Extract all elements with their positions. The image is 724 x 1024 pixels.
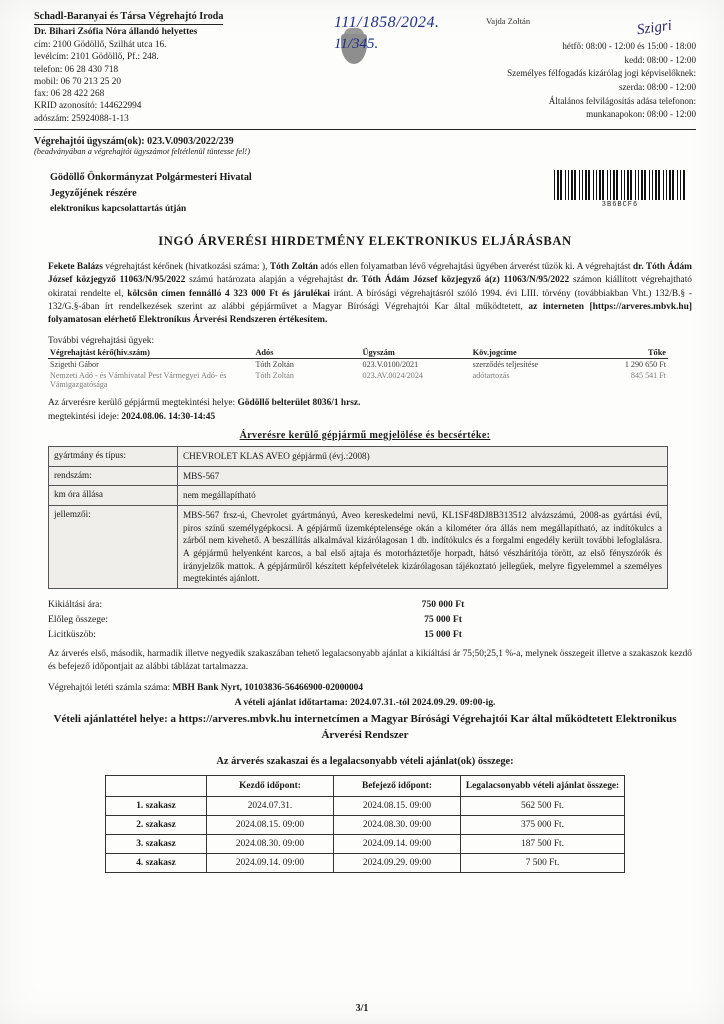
issuer-mobile: mobil: 06 70 213 25 20 xyxy=(34,76,122,87)
stages-col-end: Befejező időpont: xyxy=(334,775,461,796)
addressee-block xyxy=(34,170,252,216)
stage-min-bid: 187 500 Ft. xyxy=(461,834,625,853)
stages-col-empty xyxy=(106,775,207,796)
issuer-fax: fax: 06 28 422 268 xyxy=(34,89,105,100)
handwritten-stamp-number: 111/1858/2024. xyxy=(334,14,440,31)
price-table xyxy=(48,597,518,642)
debtor-name: Tóth Zoltán xyxy=(269,262,319,272)
vehicle-key-odometer: km óra állása xyxy=(49,486,178,506)
table-row xyxy=(48,627,518,642)
stage-min-bid: 562 500 Ft. xyxy=(461,796,625,815)
inspection-time-label: megtekintési ideje: xyxy=(48,411,120,422)
cell-principal: 845 541 Ft xyxy=(630,370,666,380)
other-cases-table xyxy=(48,348,668,390)
page-title: INGÓ ÁRVERÉSI HIRDETMÉNY ELEKTRONIKUS ELJÁRÁSBAN xyxy=(158,234,572,248)
issuer-officer: Dr. Bihari Zsófia Nóra állandó helyettes xyxy=(34,26,198,38)
stage-note-paragraph: Az árverés első, második, harmadik illetve negyedik szakaszában tehető legalacsonyabb ajánlat a kikiáltási ár 75;50;25,1 %-a, melynek összegeit illetve a szakaszok kezdő és befejező időpontjait az alábbi táblázat tartalmazza. xyxy=(48,649,692,673)
page-number: 3/1 xyxy=(355,1003,369,1014)
office-hours-line-4: szerda: 08:00 - 12:00 xyxy=(618,81,696,92)
office-hours-line-6: munkanapokon: 08:00 - 12:00 xyxy=(586,109,696,120)
bid-period-line: A vételi ajánlat időtartama: 2024.07.31.-tól 2024.09.29. 09:00-ig. xyxy=(234,696,496,708)
other-cases-heading: További végrehajtási ügyek: xyxy=(48,335,155,346)
col-creditor: Végrehajtást kérő(hiv.szám) xyxy=(48,348,253,359)
table-row xyxy=(49,446,668,466)
cell-creditor: Szigethi Gábor xyxy=(50,359,99,369)
barcode-icon xyxy=(554,170,686,200)
stage-min-bid: 375 000 Ft. xyxy=(461,815,625,834)
addressee-line-2: Jegyzőjének részére xyxy=(50,187,137,199)
inspection-place-value: Gödöllő belterület 8036/1 hrsz. xyxy=(237,397,361,408)
col-claimtype: Köv.jogcíme xyxy=(471,348,589,359)
inspection-place-line xyxy=(48,396,696,410)
notary-document: dr. Tóth Ádám József közjegyző á(z) 11063/N/95/2022 xyxy=(347,275,570,286)
col-principal: Tőke xyxy=(589,348,668,359)
table-row xyxy=(48,370,668,390)
stage-name: 4. szakasz xyxy=(106,853,207,872)
case-number-label: Végrehajtói ügyszám(ok): xyxy=(34,135,145,147)
cell-claimtype: adótartozás xyxy=(472,370,510,380)
vehicle-value-features: MBS-567 frsz-ú, Chevrolet gyártmányú, Aveo kereskedelmi nevű, KL1SF48DJ8B313512 alvázszámú, 2008-as gyártási évű, piros színű személygépkocsi. A gépjármű üzemképtelensége okán a kilométer óra állás nem megállapítható, az indítókulcs a zárból nem kivehető. A beszállítás alkalmával kizárólagosan 1 db. indítókulcs és a forgalmi engedély került további lefoglalásra. A gépjármű helyenként karcos, a bal első ajtaja és motorháztetője horpadt, hátsó vészhárítója törött, az első fényszórók és irányjelzők mattok. A gépjárműről készített képfelvételek kizárólagosan tájékoztató jellegűek, melyre figyelemmel a személyes megtekintés ajánlott. xyxy=(178,506,668,589)
stage-name: 3. szakasz xyxy=(106,834,207,853)
stage-end: 2024.09.29. 09:00 xyxy=(334,853,461,872)
table-row xyxy=(106,853,625,872)
stage-start: 2024.08.30. 09:00 xyxy=(207,834,334,853)
table-row xyxy=(49,466,668,486)
stages-heading: Az árverés szakaszai és a legalacsonyabb vételi ajánlat(ok) összege: xyxy=(216,755,514,767)
office-hours-line-3: Személyes félfogadás kizárólag jogi képviselőknek: xyxy=(507,68,696,79)
table-row xyxy=(49,486,668,506)
main-text-4: számon kiállított végrehajtható okiratai rendelte el, xyxy=(48,275,692,299)
cell-debtor: Tóth Zoltán xyxy=(255,370,294,380)
stage-end: 2024.09.14. 09:00 xyxy=(334,834,461,853)
case-number-block xyxy=(34,136,696,156)
stage-end: 2024.08.30. 09:00 xyxy=(334,815,461,834)
handwritten-signature: Szigri xyxy=(635,17,673,39)
office-hours-line-5: Általános felvilágosítás adása telefonon: xyxy=(548,95,696,106)
auction-system-note: az interneten [https://arveres.mbvk.hu] folyamatosan elérhető Elektronikus Árverési Rendszeren értékesítem. xyxy=(48,302,692,326)
price-label-starting: Kikiáltási ára: xyxy=(48,599,103,611)
handwritten-stamp-number-secondary: 11/345. xyxy=(334,36,379,52)
cell-casenumber: 023.AV.0024/2024 xyxy=(362,370,423,380)
inspection-time-value: 2024.08.06. 14:30-14:45 xyxy=(121,411,216,422)
deposit-account-label: Végrehajtói letéti számla száma: xyxy=(48,682,171,693)
cell-principal: 1 290 650 Ft xyxy=(624,359,666,369)
price-value-increment: 15 000 Ft xyxy=(424,629,462,641)
table-row xyxy=(106,796,625,815)
price-value-deposit: 75 000 Ft xyxy=(424,614,462,626)
bid-place-line-1: Vételi ajánlattétel helye: a https://arveres.mbvk.hu internetcímen a Magyar Bírósági Végrehajtói Kar által xyxy=(53,712,553,725)
stage-start: 2024.07.31. xyxy=(207,796,334,815)
inspection-block xyxy=(34,396,696,424)
stages-table xyxy=(105,775,625,873)
barcode-label: 3B6BCF6 xyxy=(601,200,639,209)
inspection-place-label: Az árverésre kerülő gépjármű megtekintési helye: xyxy=(48,397,236,408)
price-label-deposit: Előleg összege: xyxy=(48,614,108,626)
inspection-time-line xyxy=(48,410,696,424)
stage-start: 2024.09.14. 09:00 xyxy=(207,853,334,872)
table-row xyxy=(106,815,625,834)
notary-decision: dr. Tóth Ádám József közjegyző 11063/N/95/2022 xyxy=(48,262,692,286)
deposit-account-value: MBH Bank Nyrt, 10103836-56466900-02000004 xyxy=(172,682,364,693)
deposit-account-line xyxy=(34,683,696,693)
col-casenumber: Ügyszám xyxy=(361,348,471,359)
stage-min-bid: 7 500 Ft. xyxy=(461,853,625,872)
issuer-krid: KRID azonosító: 144622994 xyxy=(34,101,142,112)
handwritten-name-note: Vajda Zoltán xyxy=(486,16,531,26)
vehicle-key-features: jellemzői: xyxy=(49,506,178,589)
case-number-value: 023.V.0903/2022/239 xyxy=(147,135,234,147)
cell-debtor: Tóth Zoltán xyxy=(255,359,294,369)
issuer-address: cím: 2100 Gödöllő, Szilhát utca 16. xyxy=(34,40,167,51)
issuer-office-name: Schadl-Baranyai és Társa Végrehajtó Iroda xyxy=(34,10,223,25)
bid-place-line xyxy=(44,712,686,744)
issuer-mail: levélcím: 2101 Gödöllő, Pf.: 248. xyxy=(34,52,159,63)
creditor-name: Fekete Balázs xyxy=(48,262,103,272)
document-header xyxy=(34,10,696,125)
issuer-block xyxy=(34,10,289,125)
vehicle-table xyxy=(48,446,668,589)
table-header-row xyxy=(48,348,668,359)
cell-casenumber: 023.V.0100/2021 xyxy=(362,359,419,369)
issuer-taxnumber: adószám: 25924088-1-13 xyxy=(34,113,129,124)
addressee-line-3: elektronikus kapcsolattartás útján xyxy=(50,203,187,214)
office-hours-line-1: hétfő: 08:00 - 12:00 és 15:00 - 18:00 xyxy=(562,41,696,51)
vehicle-value-plate: MBS-567 xyxy=(178,466,668,486)
bid-place-line-2: működtetett Elektronikus Árverési Rendszer xyxy=(321,712,677,741)
main-text-3: számú határozata alapján a végrehajtást xyxy=(185,275,348,286)
stage-name: 2. szakasz xyxy=(106,815,207,834)
main-text-5: iránt. A bírósági végrehajtásról szóló 1994. évi LIII. törvény (továbbiakban Vht.) 132/B.§ - 132/G.§-ában írt rendelkezések szerint az alábbi gépjárművet a Magyar Bírósági Végrehajtói Kar által működtetett, xyxy=(48,288,693,313)
table-row xyxy=(48,612,518,627)
col-debtor: Adós xyxy=(253,348,360,359)
case-number-note: (beadványában a végrehajtói ügyszámot feltétlenül tüntesse fel!) xyxy=(34,146,250,156)
table-row xyxy=(49,506,668,589)
stage-name: 1. szakasz xyxy=(106,796,207,815)
cell-creditor: Nemzeti Adó - és Vámhivatal Pest Vármegyei Adó- és Vámigazgatósága xyxy=(50,370,227,389)
main-paragraph xyxy=(34,261,696,328)
office-hours-line-2: kedd: 08:00 - 12:00 xyxy=(624,54,696,65)
header-divider xyxy=(34,129,696,130)
price-value-starting: 750 000 Ft xyxy=(421,599,465,611)
table-row xyxy=(48,358,668,370)
issuer-phone: telefon: 06 28 430 718 xyxy=(34,64,119,75)
vehicle-section-heading: Árverésre kerülő gépjármű megjelölése és becsértéke: xyxy=(239,429,491,441)
stage-start: 2024.08.15. 09:00 xyxy=(207,815,334,834)
vehicle-key-plate: rendszám: xyxy=(49,466,178,486)
addressee-section xyxy=(34,170,696,216)
addressee-line-1: Gödöllő Önkormányzat Polgármesteri Hivatal xyxy=(50,171,252,183)
table-row xyxy=(48,597,518,612)
cell-claimtype: szerződés teljesítése xyxy=(472,359,539,369)
stages-col-start: Kezdő időpont: xyxy=(207,775,334,796)
price-label-increment: Licitküszöb: xyxy=(48,629,96,641)
vehicle-value-make: CHEVROLET KLAS AVEO gépjármű (évj.:2008) xyxy=(178,446,668,466)
claim-amount: kölcsön címen fennálló 4 323 000 Ft és járulékai xyxy=(127,288,330,299)
stages-col-min-bid: Legalacsonyabb vételi ajánlat összege: xyxy=(461,775,625,796)
table-row xyxy=(106,834,625,853)
stage-end: 2024.08.15. 09:00 xyxy=(334,796,461,815)
barcode-block xyxy=(554,170,696,209)
vehicle-value-odometer: nem megállapítható xyxy=(178,486,668,506)
main-text-1: végrehajtást kérőnek (hivatkozási száma: ), xyxy=(102,262,270,272)
main-text-2: adós ellen folyamatban lévő végrehajtási ügyében árverést tűzök ki. A végrehajtást xyxy=(318,262,633,272)
vehicle-key-make: gyártmány és típus: xyxy=(49,446,178,466)
table-header-row xyxy=(106,775,625,796)
